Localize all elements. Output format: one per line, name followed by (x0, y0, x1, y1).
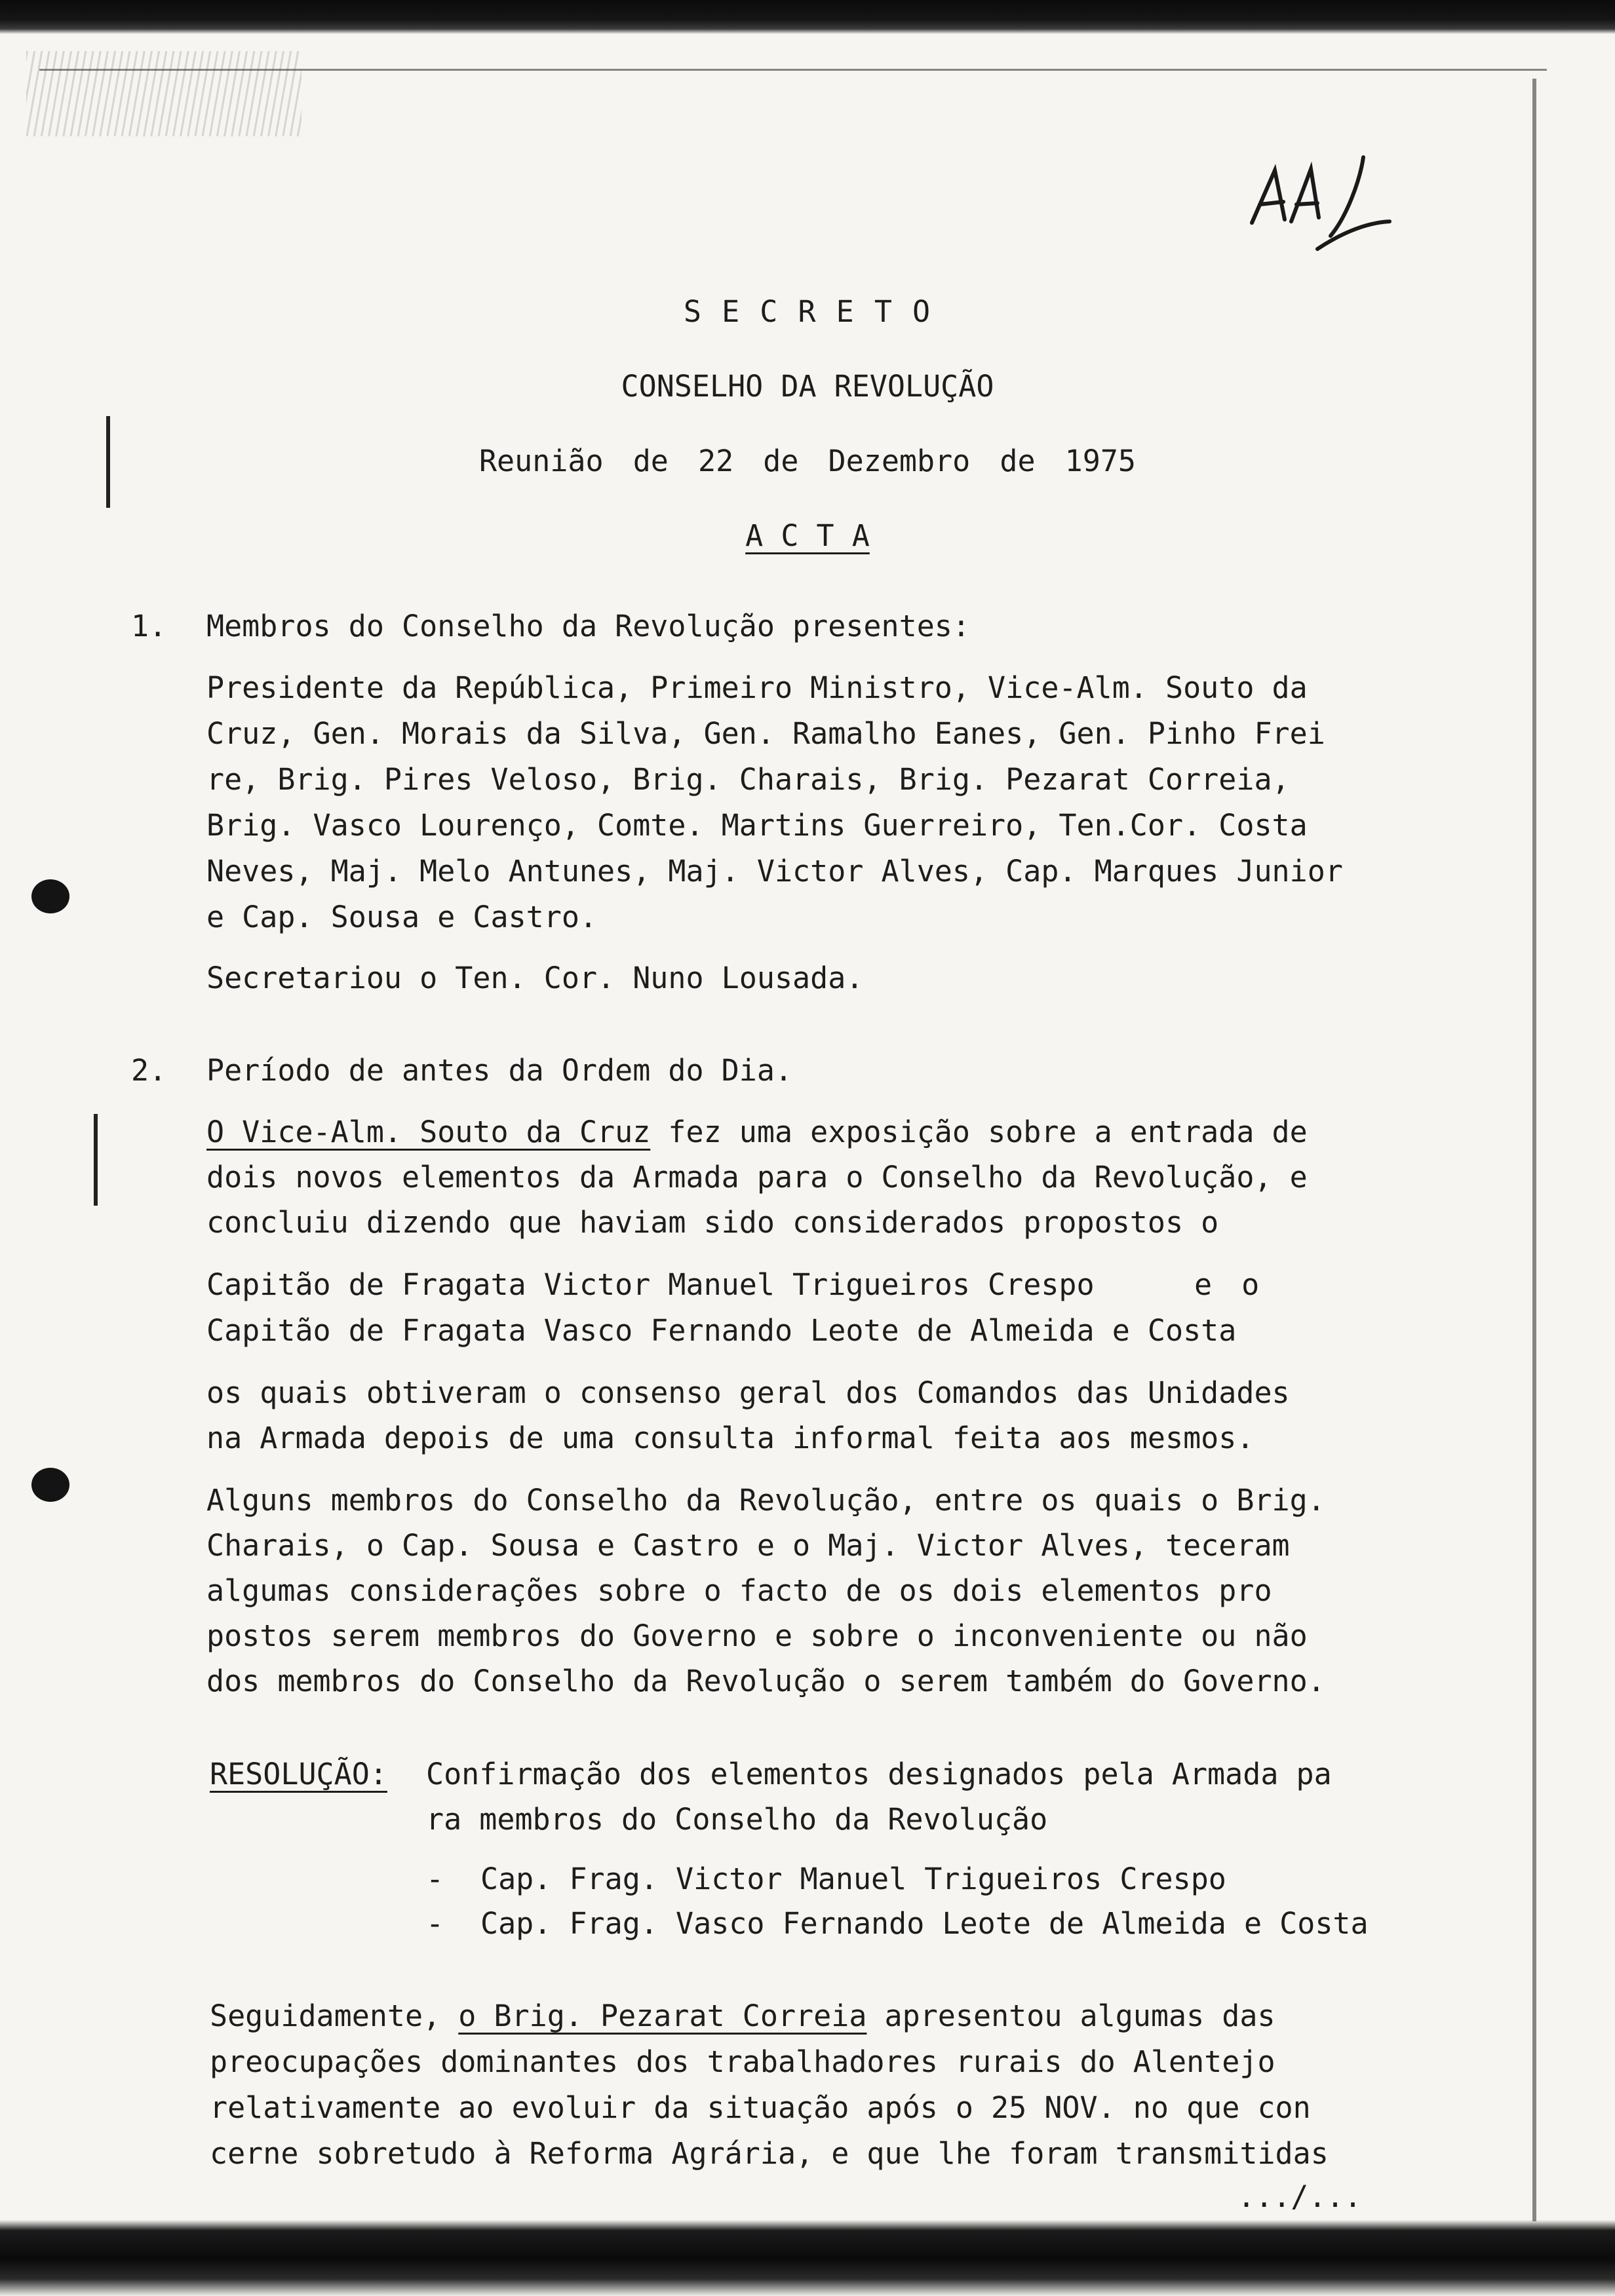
paragraph-line: dois novos elementos da Armada para o Conselho da Revolução, e (206, 1160, 1308, 1195)
resolution-line: Confirmação dos elementos designados pela Armada pa (426, 1757, 1332, 1791)
paragraph-line: relativamente ao evoluir da situação após o 25 NOV. no que con (210, 2090, 1311, 2125)
resolution-bullet: - (426, 1906, 444, 1941)
scan-border-bottom (0, 2220, 1615, 2296)
scan-border-top (0, 0, 1615, 34)
resolution-label: RESOLUÇÃO: (210, 1757, 387, 1791)
paragraph-line: Alguns membros do Conselho da Revolução, entre os quais o Brig. (206, 1483, 1325, 1518)
candidate-name: Capitão de Fragata Vasco Fernando Leote de Almeida e Costa (206, 1313, 1237, 1348)
paragraph-line: na Armada depois de uma consulta informal feita aos mesmos. (206, 1421, 1255, 1455)
section-heading: Período de antes da Ordem do Dia. (206, 1053, 793, 1088)
secretary-line: Secretariou o Ten. Cor. Nuno Lousada. (206, 961, 864, 995)
scan-noise (26, 51, 302, 136)
resolution-item: Cap. Frag. Victor Manuel Trigueiros Crespo (480, 1862, 1226, 1896)
paragraph-line: postos serem membros do Governo e sobre o inconveniente ou não (206, 1618, 1308, 1653)
paragraph-line: algumas considerações sobre o facto de os dois elementos pro (206, 1573, 1272, 1608)
resolution-item: Cap. Frag. Vasco Fernando Leote de Almeida e Costa (480, 1906, 1369, 1941)
continuation-mark: .../... (1237, 2179, 1362, 2214)
paragraph-line: O Vice-Alm. Souto da Cruz fez uma exposição sobre a entrada de (206, 1115, 1308, 1149)
attendance-line: Neves, Maj. Melo Antunes, Maj. Victor Alves, Cap. Marques Junior (206, 854, 1343, 889)
attendance-line: re, Brig. Pires Veloso, Brig. Charais, Brig. Pezarat Correia, (206, 762, 1290, 797)
council-name: CONSELHO DA REVOLUÇÃO (621, 369, 994, 404)
punch-hole (31, 879, 69, 913)
paragraph-line: concluiu dizendo que haviam sido considerados propostos o (206, 1205, 1219, 1240)
section-heading: Membros do Conselho da Revolução presentes: (206, 609, 970, 643)
candidate-name: Capitão de Fragata Victor Manuel Trigueiros Crespo (206, 1267, 1095, 1302)
section-number: 1. (131, 609, 167, 643)
speaker-name: O Vice-Alm. Souto da Cruz (206, 1115, 651, 1149)
margin-mark (94, 1114, 98, 1206)
handwritten-initials (1239, 144, 1396, 262)
attendance-line: Brig. Vasco Lourenço, Comte. Martins Guerreiro, Ten.Cor. Costa (206, 808, 1308, 843)
meeting-date: Reunião de 22 de Dezembro de 1975 (478, 444, 1137, 478)
paragraph-line: preocupações dominantes dos trabalhadores rurais do Alentejo (210, 2044, 1275, 2079)
paragraph-line: Charais, o Cap. Sousa e Castro e o Maj. Victor Alves, teceram (206, 1528, 1290, 1563)
document-type: A C T A (745, 518, 870, 553)
candidate-conjunction: e o (1194, 1267, 1260, 1302)
speaker-name: o Brig. Pezarat Correia (458, 1999, 867, 2033)
resolution-line: ra membros do Conselho da Revolução (426, 1802, 1048, 1837)
paragraph-line: os quais obtiveram o consenso geral dos Comandos das Unidades (206, 1375, 1290, 1410)
paragraph-line: cerne sobretudo à Reforma Agrária, e que lhe foram transmitidas (210, 2136, 1329, 2171)
scan-rule (39, 69, 1547, 71)
punch-hole (31, 1468, 69, 1502)
section-number: 2. (131, 1053, 167, 1088)
paragraph-line: Seguidamente, o Brig. Pezarat Correia apresentou algumas das (210, 1999, 1275, 2033)
attendance-line: Cruz, Gen. Morais da Silva, Gen. Ramalho Eanes, Gen. Pinho Frei (206, 716, 1325, 751)
classification: S E C R E T O (683, 294, 932, 329)
attendance-line: Presidente da República, Primeiro Ministro, Vice-Alm. Souto da (206, 670, 1308, 705)
paragraph-line: dos membros do Conselho da Revolução o serem também do Governo. (206, 1664, 1325, 1698)
attendance-line: e Cap. Sousa e Castro. (206, 900, 598, 934)
resolution-bullet: - (426, 1862, 444, 1896)
